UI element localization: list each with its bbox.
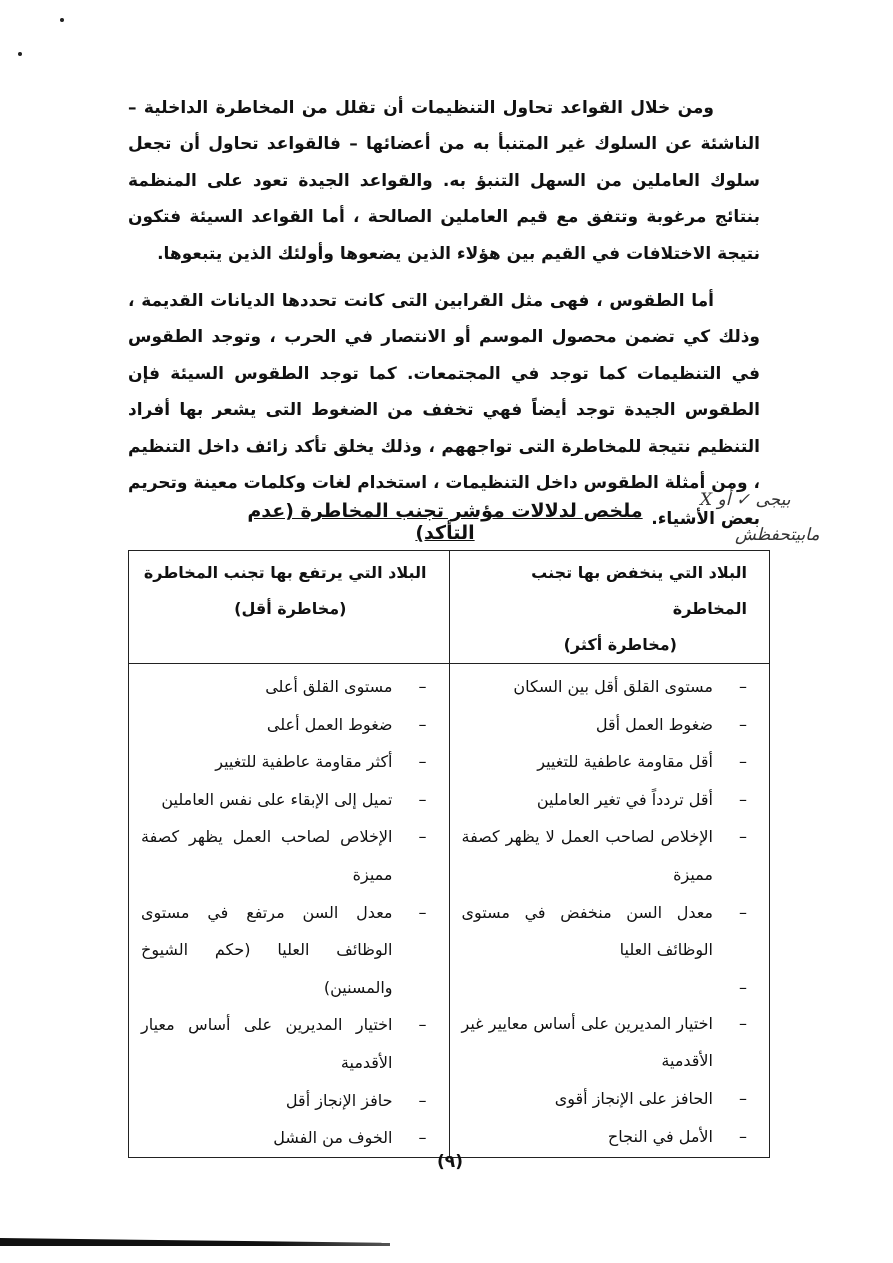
header-high-avoidance-subtitle: (مخاطرة أقل) [234,599,347,618]
handwritten-note-line1: بيجى ✓ أو X [700,490,791,510]
header-high-avoidance [129,551,450,664]
list-item: – أكثر مقاومة عاطفية للتغيير [141,743,427,781]
list-item: – الأمل في النجاح [462,1118,748,1156]
paragraph-rules [128,90,760,272]
scan-speck [60,18,64,22]
header-low-avoidance-subtitle: (مخاطرة أكثر) [563,635,677,654]
list-item: – حافز الإنجاز أقل [141,1082,427,1120]
list-item: – الإخلاص لصاحب العمل لا يظهر كصفة مميزة [462,818,748,893]
list-item: – مستوى القلق أقل بين السكان [462,668,748,706]
header-low-avoidance-title: البلاد التي ينخفض بها تجنب المخاطرة [531,563,747,618]
header-high-avoidance-title: البلاد التي يرتفع بها تجنب المخاطرة [143,563,427,582]
page-number: (٩) [437,1152,463,1172]
summary-table [128,550,770,1158]
list-item: – معدل السن منخفض في مستوى الوظائف العليا [462,894,748,969]
list-item: – مستوى القلق أعلى [141,668,427,706]
paragraph-rules-text: ومن خلال القواعد تحاول التنظيمات أن تقلل من المخاطرة الداخلية – الناشئة عن السلوك غير المتنبأ به من أعضائها – فالقواعد تحاول أن تجعل سلوك العاملين من السهل التنبؤ به. والقواعد الجيدة تعود على المنظمة بنتائج مرغوبة وتتفق مع قيم العاملين الصالحة ، أما القواعد السيئة فتكون نتيجة الاختلافات في القيم بين هؤلاء الذين يضعوها وأولئك الذين يتبعوها. [128,98,760,264]
table-body-row [129,664,770,1158]
list-item: – معدل السن مرتفع في مستوى الوظائف العليا (حكم الشيوخ والمسنين) [141,894,427,1007]
list-item: – اختيار المديرين على أساس معيار الأقدمية [141,1006,427,1081]
header-low-avoidance [449,551,770,664]
table-header-row [129,551,770,664]
list-spacer [462,969,748,1005]
list-item: – ضغوط العمل أعلى [141,706,427,744]
scan-edge-shadow [0,1238,390,1246]
handwritten-note-line2: مابيتحفظش [735,525,820,545]
scan-speck [18,52,22,56]
paragraph-rituals-text: أما الطقوس ، فهى مثل القرابين التى كانت تحددها الديانات القديمة ، وذلك كي تضمن محصول الموسم أو الانتصار في الحرب ، وتوجد الطقوس في التنظيمات كما توجد في المجتمعات. كما توجد الطقوس السيئة فإن الطقوس الجيدة توجد أيضاً فهي تخفف من الضغوط التى يشعر بها أفراد التنظيم نتيجة للمخاطرة التى تواجههم ، وذلك يخلق تأكد زائف داخل التنظيم ، ومن أمثلة الطقوس داخل التنظيمات ، استخدام لغات وكلمات معينة وتحريم بعض الأشياء. [128,291,760,530]
list-item: – الخوف من الفشل [141,1119,427,1157]
high-avoidance-column [129,664,450,1158]
list-item: – تميل إلى الإبقاء على نفس العاملين [141,781,427,819]
list-item: – أقل تردداً في تغير العاملين [462,781,748,819]
list-item: – اختيار المديرين على أساس معايير غير الأقدمية [462,1005,748,1080]
list-item: – أقل مقاومة عاطفية للتغيير [462,743,748,781]
low-avoidance-column [449,664,770,1158]
list-item: – الحافز على الإنجاز أقوى [462,1080,748,1118]
summary-heading: ملخص لدلالات مؤشر تجنب المخاطرة (عدم التأكد) [247,500,643,544]
low-avoidance-list [462,668,748,1155]
list-item: – ضغوط العمل أقل [462,706,748,744]
high-avoidance-list [141,668,427,1157]
list-item: – الإخلاص لصاحب العمل يظهر كصفة مميزة [141,818,427,893]
